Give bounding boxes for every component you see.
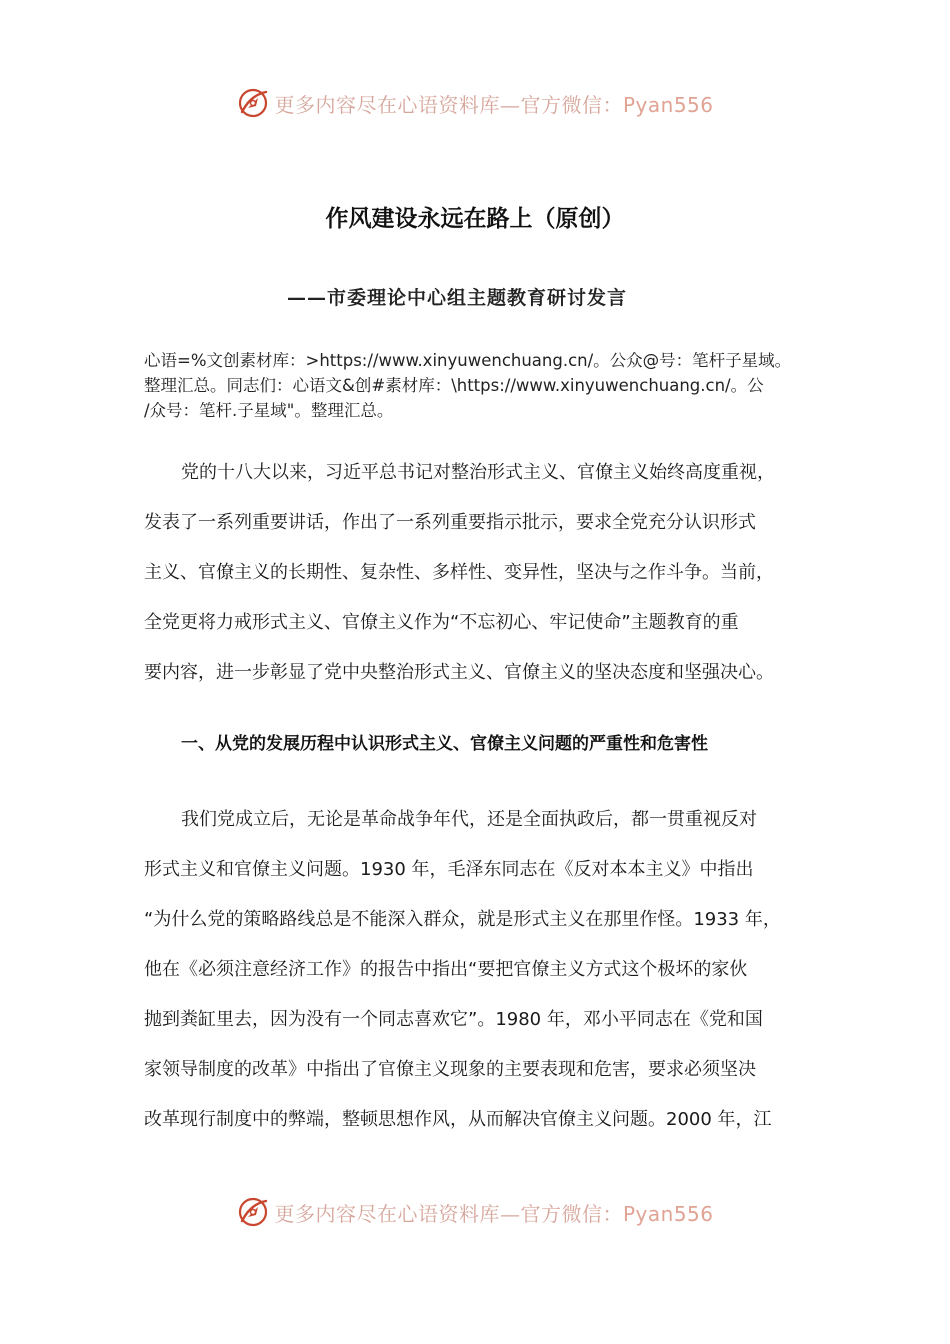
note-line: 心语=%文创素材库：>https://www.xinyuwenchuang.cn/。公众@号：笔杆子星域。 [144, 351, 792, 370]
logo-icon [236, 86, 270, 120]
text-line: 家领导制度的改革》中指出了官僚主义现象的主要表现和危害，要求必须坚决 [144, 1059, 756, 1080]
text-line: 发表了一系列重要讲话，作出了一系列重要指示批示，要求全党充分认识形式 [144, 512, 756, 533]
wechat-id: Pyan556 [622, 1201, 714, 1226]
text-line: 要内容，进一步彰显了党中央整治形式主义、官僚主义的坚决态度和坚强决心。 [144, 662, 774, 683]
paragraph-intro [144, 448, 814, 698]
section-heading: 一、从党的发展历程中认识形式主义、官僚主义问题的严重性和危害性 [181, 734, 708, 754]
document-title: 作风建设永远在路上（原创） [325, 206, 625, 232]
note-line: /众号：笔杆.子星域"。整理汇总。 [144, 401, 394, 420]
source-note [144, 348, 844, 423]
banner-text: 更多内容尽在心语资料库—官方微信：Pyan556 [274, 1201, 714, 1226]
text-line: 他在《必须注意经济工作》的报告中指出“要把官僚主义方式这个极坏的家伙 [144, 959, 748, 980]
text-line: 改革现行制度中的弊端，整顿思想作风，从而解决官僚主义问题。2000 年，江 [144, 1109, 772, 1130]
header-banner [0, 85, 950, 121]
note-line: 整理汇总。同志们：心语文&创#素材库：\https://www.xinyuwenchuang.cn/。公 [144, 376, 764, 395]
text-line: 党的十八大以来，习近平总书记对整治形式主义、官僚主义始终高度重视， [181, 462, 775, 483]
document-subtitle: ——市委理论中心组主题教育研讨发言 [287, 287, 628, 309]
text-line: 形式主义和官僚主义问题。1930 年，毛泽东同志在《反对本本主义》中指出 [144, 859, 754, 880]
text-line: 主义、官僚主义的长期性、复杂性、多样性、变异性，坚决与之作斗争。当前， [144, 562, 774, 583]
wechat-id: Pyan556 [622, 92, 714, 117]
logo-icon [236, 1195, 270, 1229]
paragraph-history [144, 795, 814, 1145]
footer-banner [0, 1194, 950, 1230]
text-line: 全党更将力戒形式主义、官僚主义作为“不忘初心、牢记使命”主题教育的重 [144, 612, 739, 633]
text-line: 抛到粪缸里去，因为没有一个同志喜欢它”。1980 年，邓小平同志在《党和国 [144, 1009, 763, 1030]
text-line: “为什么党的策略路线总是不能深入群众，就是形式主义在那里作怪。1933 年， [144, 909, 781, 930]
text-line: 我们党成立后，无论是革命战争年代，还是全面执政后，都一贯重视反对 [181, 809, 757, 830]
banner-text: 更多内容尽在心语资料库—官方微信：Pyan556 [274, 92, 714, 117]
